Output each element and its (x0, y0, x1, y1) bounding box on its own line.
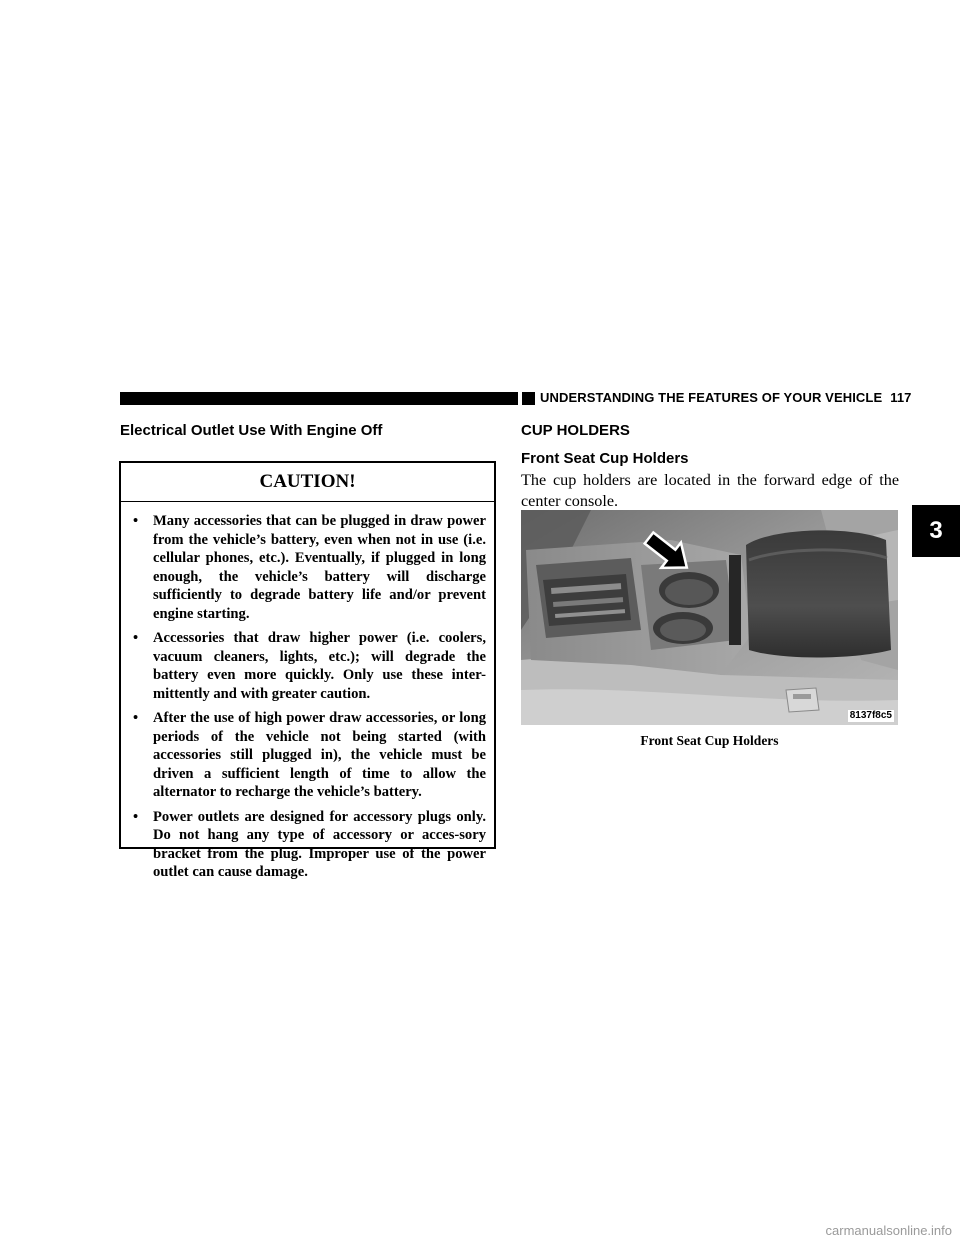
body-paragraph: The cup holders are located in the forward edge of the center console. (521, 471, 899, 510)
caution-item: • Accessories that draw higher power (i.e. coolers, vacuum cleaners, lights, etc.); will degrade the battery even more quickly. Only use these inter-mittently and with greater caution. (133, 630, 486, 702)
footer-watermark: carmanualsonline.info (825, 1223, 952, 1238)
section-heading-electrical-outlet: Electrical Outlet Use With Engine Off (120, 422, 383, 439)
bullet-icon: • (133, 808, 139, 825)
bullet-icon: • (133, 630, 139, 646)
running-header (540, 390, 912, 405)
caution-list (121, 502, 494, 882)
caution-title: CAUTION! (121, 463, 494, 502)
bullet-icon: • (133, 710, 139, 726)
cup-holder-photo (521, 510, 898, 725)
header-square-mark (522, 392, 535, 405)
caution-item: • After the use of high power draw accessories, or long periods of the vehicle not being started (with accessories still plugged in), the vehicle must be driven a sufficient length of time to allow the alternator to recharge the vehicle’s battery. (133, 710, 486, 800)
header-rule (120, 392, 518, 405)
figure-code: 8137f8c5 (849, 710, 892, 721)
caution-item: • Power outlets are designed for accessory plugs only. Do not hang any type of accessory or acces-sory bracket from the plug. Improper use of the power outlet can cause damage. (133, 808, 486, 880)
caution-item: • Many accessories that can be plugged in draw power from the vehicle’s battery, even when not in use (i.e. cellular phones, etc.). Eventually, if plugged in long enough, the vehicle’s battery will discharge sufficiently to degrade battery life and/or prevent engine starting. (133, 513, 486, 622)
bullet-icon: • (133, 513, 139, 529)
caution-box (119, 461, 496, 880)
chapter-title: UNDERSTANDING THE FEATURES OF YOUR VEHICLE (540, 390, 883, 405)
subheading-front-seat-cup-holders: Front Seat Cup Holders (521, 450, 689, 467)
page-number: 117 (890, 390, 912, 405)
figure-caption: Front Seat Cup Holders (640, 733, 779, 748)
console-illustration (521, 510, 898, 725)
section-tab: 3 (912, 505, 960, 557)
section-heading-cup-holders: CUP HOLDERS (521, 422, 630, 439)
